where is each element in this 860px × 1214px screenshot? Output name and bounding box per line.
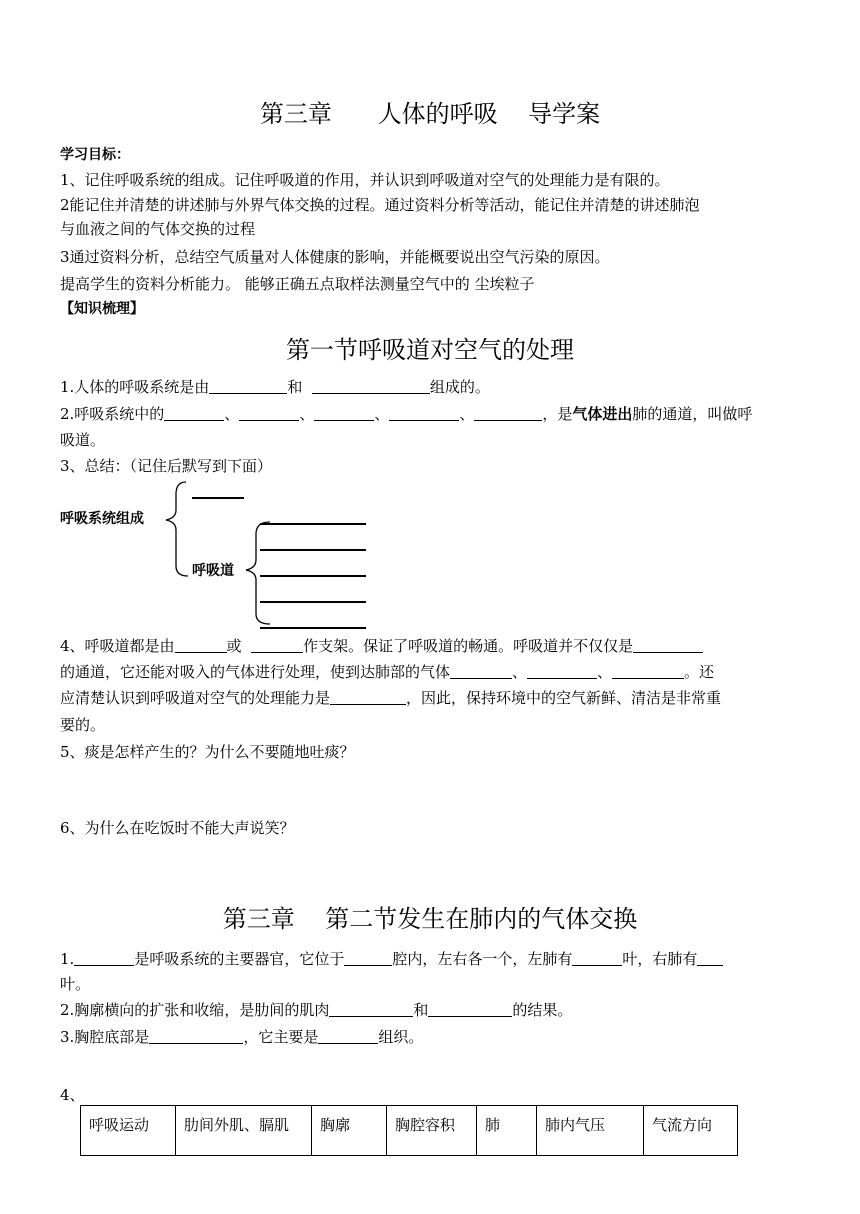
s1-question-4-line4: 要的。 (60, 716, 106, 734)
objective-3: 3通过资料分析，总结空气质量对人体健康的影响，并能概要说出空气污染的原因。 (60, 248, 610, 266)
table-header-cell: 胸腔容积 (387, 1106, 477, 1156)
diagram-branch-label: 呼吸道 (192, 563, 234, 579)
table-header-cell: 肺内气压 (537, 1106, 644, 1156)
s2-q1-text: 叶，右肺有 (622, 950, 698, 968)
blank (251, 638, 303, 653)
knowledge-heading: 【知识梳理】 (60, 301, 144, 317)
objective-2-line1: 2能记住并清楚的讲述肺与外界气体交换的过程。通过资料分析等活动，能记住并清楚的讲述肺泡 (60, 196, 700, 214)
blank (209, 379, 287, 394)
blank (633, 638, 703, 653)
table-header-row (81, 1106, 738, 1156)
s1-q4-text: 作支架。保证了呼吸道的畅通。呼吸道并不仅仅是 (303, 637, 634, 655)
blank (74, 951, 134, 966)
table-header-cell: 呼吸运动 (81, 1106, 176, 1156)
s2-q2-text: 2.胸廓横向的扩张和收缩，是肋间的肌肉 (60, 1001, 330, 1019)
s2-question-4: 4、 (60, 1086, 85, 1104)
s1-q4-text: 的通道，它还能对吸入的气体进行处理，使到达肺部的气体 (60, 663, 451, 681)
blank (612, 664, 684, 679)
diagram-blank-line (260, 627, 366, 629)
s2-q1-line2: 叶。 (60, 975, 91, 993)
s2-q2-text: 和 (413, 1001, 429, 1019)
s1-q1-text-a: 1.人体的呼吸系统是由 (60, 378, 210, 396)
s1-q4-text: 或 (226, 637, 242, 655)
blank (175, 638, 227, 653)
table-header-cell: 肺 (477, 1106, 537, 1156)
s1-q4-text: ，因此，保持环境中的空气新鲜、清洁是非常重 (406, 689, 722, 707)
blank (314, 406, 374, 421)
respiratory-system-bracket-diagram (160, 478, 380, 628)
blank (164, 406, 224, 421)
s1-q4-text: 4、呼吸道都是由 (60, 637, 175, 655)
s2-question-3 (60, 1028, 423, 1046)
blank (329, 1002, 413, 1017)
breathing-movement-table (80, 1105, 738, 1156)
table-header-cell: 气流方向 (644, 1106, 738, 1156)
s1-question-5: 5、痰是怎样产生的？为什么不要随地吐痰？ (60, 743, 355, 761)
s1-q4-text: 。还 (684, 663, 715, 681)
objectives-heading: 学习目标： (60, 147, 130, 163)
blank (474, 406, 542, 421)
diagram-blank-line (260, 523, 366, 525)
s1-question-6: 6、为什么在吃饭时不能大声说笑？ (60, 819, 295, 837)
s1-q2-text-b: ，是 (542, 405, 573, 423)
blank (344, 951, 392, 966)
blank (527, 664, 597, 679)
blank (318, 1029, 378, 1044)
blank (389, 406, 459, 421)
s2-q2-text: 的结果。 (512, 1001, 573, 1019)
s1-question-4-line3 (60, 689, 721, 707)
diagram-blank-line (260, 549, 366, 551)
s2-q3-text: ，它主要是 (243, 1028, 319, 1046)
blank (330, 690, 406, 705)
blank (239, 406, 299, 421)
s2-q1-text: 是呼吸系统的主要器官，它位于 (134, 950, 345, 968)
s2-q1-text: 1. (60, 950, 75, 968)
diagram-blank-line (260, 601, 366, 603)
diagram-blank-line (260, 575, 366, 577)
separator: 、 (459, 405, 475, 423)
table-header-cell: 胸廓 (312, 1106, 387, 1156)
s1-question-4-line2 (60, 663, 714, 681)
s1-q1-text-b: 和 (287, 378, 303, 396)
s2-q1-text: 腔内，左右各一个，左肺有 (392, 950, 573, 968)
section1-title: 第一节呼吸道对空气的处理 (286, 336, 574, 364)
s1-question-3: 3、总结：（记住后默写到下面） (60, 457, 273, 475)
blank (312, 379, 430, 394)
separator: 、 (224, 405, 240, 423)
separator: 、 (512, 663, 528, 681)
document-title: 第三章 人体的呼吸 导学案 (259, 100, 601, 128)
diagram-root-label: 呼吸系统组成 (60, 511, 144, 527)
s1-q2-text-a: 2.呼吸系统中的 (60, 405, 165, 423)
separator: 、 (299, 405, 315, 423)
s2-question-2 (60, 1001, 572, 1019)
blank (572, 951, 622, 966)
objective-4: 提高学生的资料分析能力。 能够正确五点取样法测量空气中的 尘埃粒子 (60, 275, 535, 293)
s2-q3-text: 组织。 (378, 1028, 424, 1046)
s1-q4-text: 应清楚认识到呼吸道对空气的处理能力是 (60, 689, 331, 707)
objective-1: 1、记住呼吸系统的组成。记住呼吸道的作用，并认识到呼吸道对空气的处理能力是有限的。 (60, 171, 670, 189)
s1-q2-line2: 吸道。 (60, 431, 106, 449)
table-header-cell: 肋间外肌、膈肌 (176, 1106, 312, 1156)
s2-q3-text: 3.胸腔底部是 (60, 1028, 150, 1046)
s1-q1-text-c: 组成的。 (429, 378, 490, 396)
section2-title: 第三章 第二节发生在肺内的气体交换 (222, 905, 638, 933)
blank (697, 951, 723, 966)
blank (428, 1002, 512, 1017)
s1-question-4-line1 (60, 637, 703, 655)
blank (450, 664, 512, 679)
s2-question-1 (60, 950, 723, 968)
s1-q2-text-c: 肺的通道，叫做呼 (632, 405, 753, 423)
blank (149, 1029, 243, 1044)
separator: 、 (597, 663, 613, 681)
s1-question-2 (60, 405, 752, 423)
s1-question-1 (60, 378, 490, 396)
objective-2-line2: 与血液之间的气体交换的过程 (60, 220, 256, 238)
separator: 、 (374, 405, 390, 423)
diagram-blank-line (192, 497, 244, 499)
s1-q2-bold-text: 气体进出 (572, 405, 633, 423)
